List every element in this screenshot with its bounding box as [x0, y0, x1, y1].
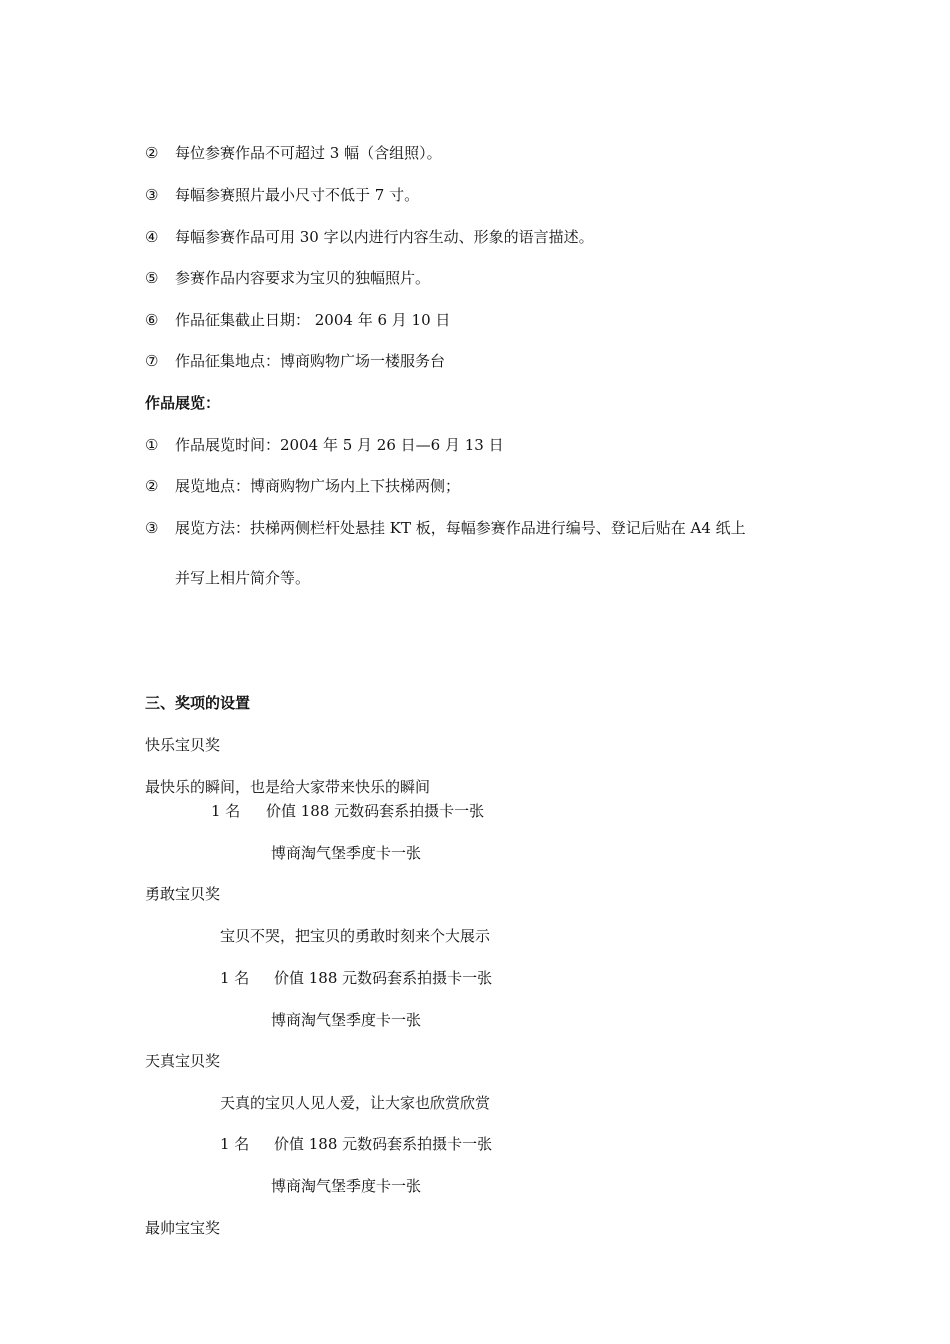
- item-number: ②: [145, 477, 159, 495]
- item-number: ③: [145, 186, 159, 204]
- awards-heading: 三、奖项的设置: [145, 694, 251, 712]
- award-prize2-happy: 博商淘气堡季度卡一张: [271, 844, 422, 862]
- item-text: 参赛作品内容要求为宝贝的独幅照片。: [175, 269, 431, 287]
- item-text: 展览方法：扶梯两侧栏杆处悬挂 KT 板，每幅参赛作品进行编号、登记后贴在 A4 纸上: [175, 519, 746, 537]
- exhibition-continuation: 并写上相片简介等。: [175, 569, 311, 587]
- award-title-handsome: 最帅宝宝奖: [145, 1219, 221, 1237]
- item-text: 作品征集截止日期： 2004 年 6 月 10 日: [175, 311, 451, 329]
- award-prize2-naive: 博商淘气堡季度卡一张: [271, 1177, 422, 1195]
- award-count-naive: 1 名: [220, 1135, 250, 1153]
- award-desc-brave: 宝贝不哭，把宝贝的勇敢时刻来个大展示: [220, 927, 491, 945]
- item-number: ①: [145, 436, 159, 454]
- award-prize1-happy: 价值 188 元数码套系拍摄卡一张: [266, 802, 485, 820]
- award-prize1-naive: 价值 188 元数码套系拍摄卡一张: [274, 1135, 493, 1153]
- item-text: 每幅参赛作品可用 30 字以内进行内容生动、形象的语言描述。: [175, 228, 594, 246]
- item-number: ③: [145, 519, 159, 537]
- item-text: 每幅参赛照片最小尺寸不低于 7 寸。: [175, 186, 420, 204]
- item-number: ④: [145, 228, 159, 246]
- award-count-happy: 1 名: [211, 802, 241, 820]
- item-text: 每位参赛作品不可超过 3 幅（含组照）。: [175, 144, 442, 162]
- award-desc-naive: 天真的宝贝人见人爱，让大家也欣赏欣赏: [220, 1094, 491, 1112]
- award-title-happy: 快乐宝贝奖: [145, 736, 221, 754]
- item-text: 作品展览时间：2004 年 5 月 26 日—6 月 13 日: [175, 436, 504, 454]
- item-number: ⑦: [145, 352, 159, 370]
- award-title-brave: 勇敢宝贝奖: [145, 885, 221, 903]
- item-text: 作品征集地点：博商购物广场一楼服务台: [175, 352, 446, 370]
- award-desc-happy: 最快乐的瞬间，也是给大家带来快乐的瞬间: [145, 778, 431, 796]
- award-prize1-brave: 价值 188 元数码套系拍摄卡一张: [274, 969, 493, 987]
- item-number: ②: [145, 144, 159, 162]
- award-prize2-brave: 博商淘气堡季度卡一张: [271, 1011, 422, 1029]
- award-title-naive: 天真宝贝奖: [145, 1052, 221, 1070]
- item-text: 展览地点：博商购物广场内上下扶梯两侧；: [175, 477, 461, 495]
- exhibition-heading: 作品展览：: [145, 394, 221, 412]
- item-number: ⑤: [145, 269, 159, 287]
- award-count-brave: 1 名: [220, 969, 250, 987]
- item-number: ⑥: [145, 311, 159, 329]
